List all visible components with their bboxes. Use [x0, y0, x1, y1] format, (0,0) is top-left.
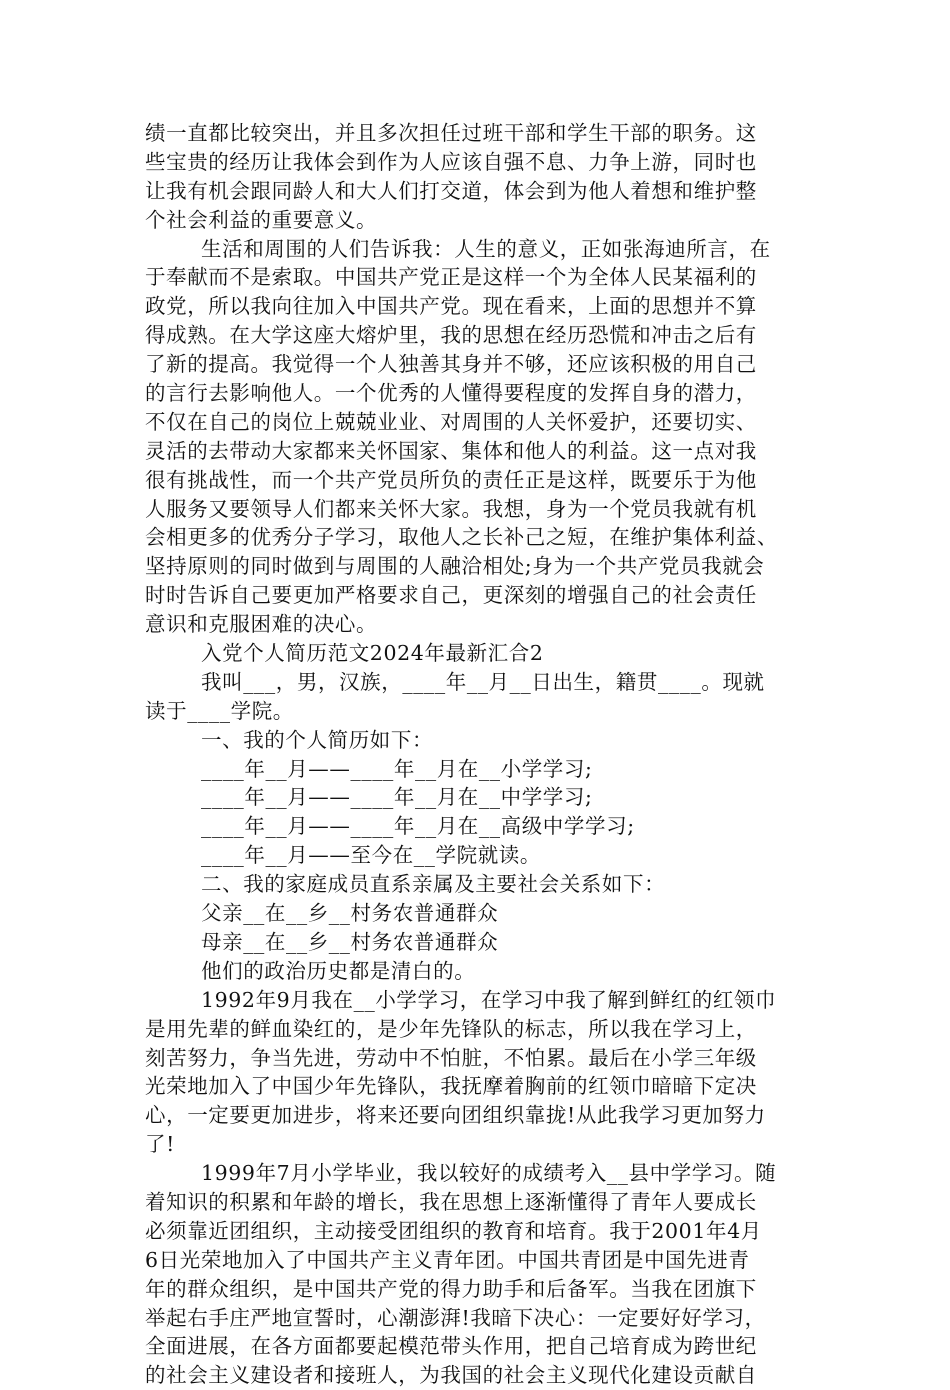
text-line: 会相更多的优秀分子学习，取他人之长补己之短，在维护集体利益、 [145, 525, 778, 550]
text-line: 让我有机会跟同龄人和大人们打交道，体会到为他人着想和维护整 [145, 178, 757, 203]
text-line: 心，一定要更加进步，将来还要向团组织靠拢!从此我学习更加努力 [145, 1103, 766, 1128]
text-line: 的社会主义建设者和接班人，为我国的社会主义现代化建设贡献自 [145, 1363, 757, 1388]
text-line: 1999年7月小学毕业，我以较好的成绩考入__县中学学习。随 [201, 1161, 777, 1186]
text-line: 必须靠近团组织，主动接受团组织的教育和培育。我于2001年4月 [145, 1218, 762, 1243]
text-line: 得成熟。在大学这座大熔炉里，我的思想在经历恐慌和冲击之后有 [145, 323, 757, 348]
text-line: 生活和周围的人们告诉我：人生的意义，正如张海迪所言，在 [201, 236, 771, 261]
text-line: 个社会利益的重要意义。 [145, 207, 378, 232]
text-line: ____年__月——____年__月在__高级中学学习; [201, 814, 635, 839]
text-line: 读于____学院。 [145, 698, 294, 723]
text-line: 是用先辈的鲜血染红的，是少年先锋队的标志，所以我在学习上， [145, 1016, 757, 1041]
text-line: 入党个人简历范文2024年最新汇合2 [201, 641, 544, 666]
text-line: 刻苦努力，争当先进，劳动中不怕脏，不怕累。最后在小学三年级 [145, 1045, 757, 1070]
text-line: 全面进展，在各方面都要起模范带头作用，把自己培育成为跨世纪 [145, 1334, 757, 1359]
text-line: 坚持原则的同时做到与周围的人融洽相处;身为一个共产党员我就会 [145, 554, 765, 579]
text-line: 我叫___，男，汉族，____年__月__日出生，籍贯____。现就 [201, 669, 765, 694]
text-line: 时时告诉自己要更加严格要求自己，更深刻的增强自己的社会责任 [145, 583, 757, 608]
text-line: 他们的政治历史都是清白的。 [201, 958, 476, 983]
text-line: 着知识的积累和年龄的增长，我在思想上逐渐懂得了青年人要成长 [145, 1189, 757, 1214]
text-line: 了! [145, 1132, 175, 1157]
text-line: 举起右手庄严地宣誓时，心潮澎湃!我暗下决心：一定要好好学习， [145, 1305, 766, 1330]
text-line: 意识和克服困难的决心。 [145, 612, 378, 637]
text-line: 1992年9月我在__小学学习，在学习中我了解到鲜红的红领巾 [201, 987, 777, 1012]
text-line: 的言行去影响他人。一个优秀的人懂得要程度的发挥自身的潜力， [145, 381, 757, 406]
text-line: 政党，所以我向往加入中国共产党。现在看来，上面的思想并不算 [145, 294, 757, 319]
text-line: 了新的提高。我觉得一个人独善其身并不够，还应该积极的用自己 [145, 352, 757, 377]
text-line: ____年__月——____年__月在__中学学习; [201, 785, 593, 810]
text-line: 6日光荣地加入了中国共产主义青年团。中国共青团是中国先进青 [145, 1247, 750, 1272]
text-line: 灵活的去带动大家都来关怀国家、集体和他人的利益。这一点对我 [145, 438, 757, 463]
text-line: 些宝贵的经历让我体会到作为人应该自强不息、力争上游，同时也 [145, 149, 757, 174]
document-body-text [145, 119, 830, 1390]
text-line: 二、我的家庭成员直系亲属及主要社会关系如下： [201, 872, 666, 897]
text-line: 于奉献而不是索取。中国共产党正是这样一个为全体人民某福利的 [145, 265, 757, 290]
text-line: 绩一直都比较突出，并且多次担任过班干部和学生干部的职务。这 [145, 121, 757, 145]
text-line: ____年__月——____年__月在__小学学习; [201, 756, 593, 781]
text-line: 光荣地加入了中国少年先锋队，我抚摩着胸前的红领巾暗暗下定决 [145, 1074, 757, 1099]
text-line: 母亲__在__乡__村务农普通群众 [201, 929, 499, 954]
text-line: 人服务又要领导人们都来关怀大家。我想，身为一个党员我就有机 [145, 496, 757, 521]
text-line: ____年__月——至今在__学院就读。 [201, 843, 541, 868]
text-line: 一、我的个人简历如下： [201, 727, 434, 752]
text-line: 父亲__在__乡__村务农普通群众 [201, 901, 499, 926]
text-line: 不仅在自己的岗位上兢兢业业、对周围的人关怀爱护，还要切实、 [145, 409, 757, 434]
text-line: 年的群众组织，是中国共产党的得力助手和后备军。当我在团旗下 [145, 1276, 757, 1301]
text-line: 很有挑战性，而一个共产党员所负的责任正是这样，既要乐于为他 [145, 467, 757, 492]
